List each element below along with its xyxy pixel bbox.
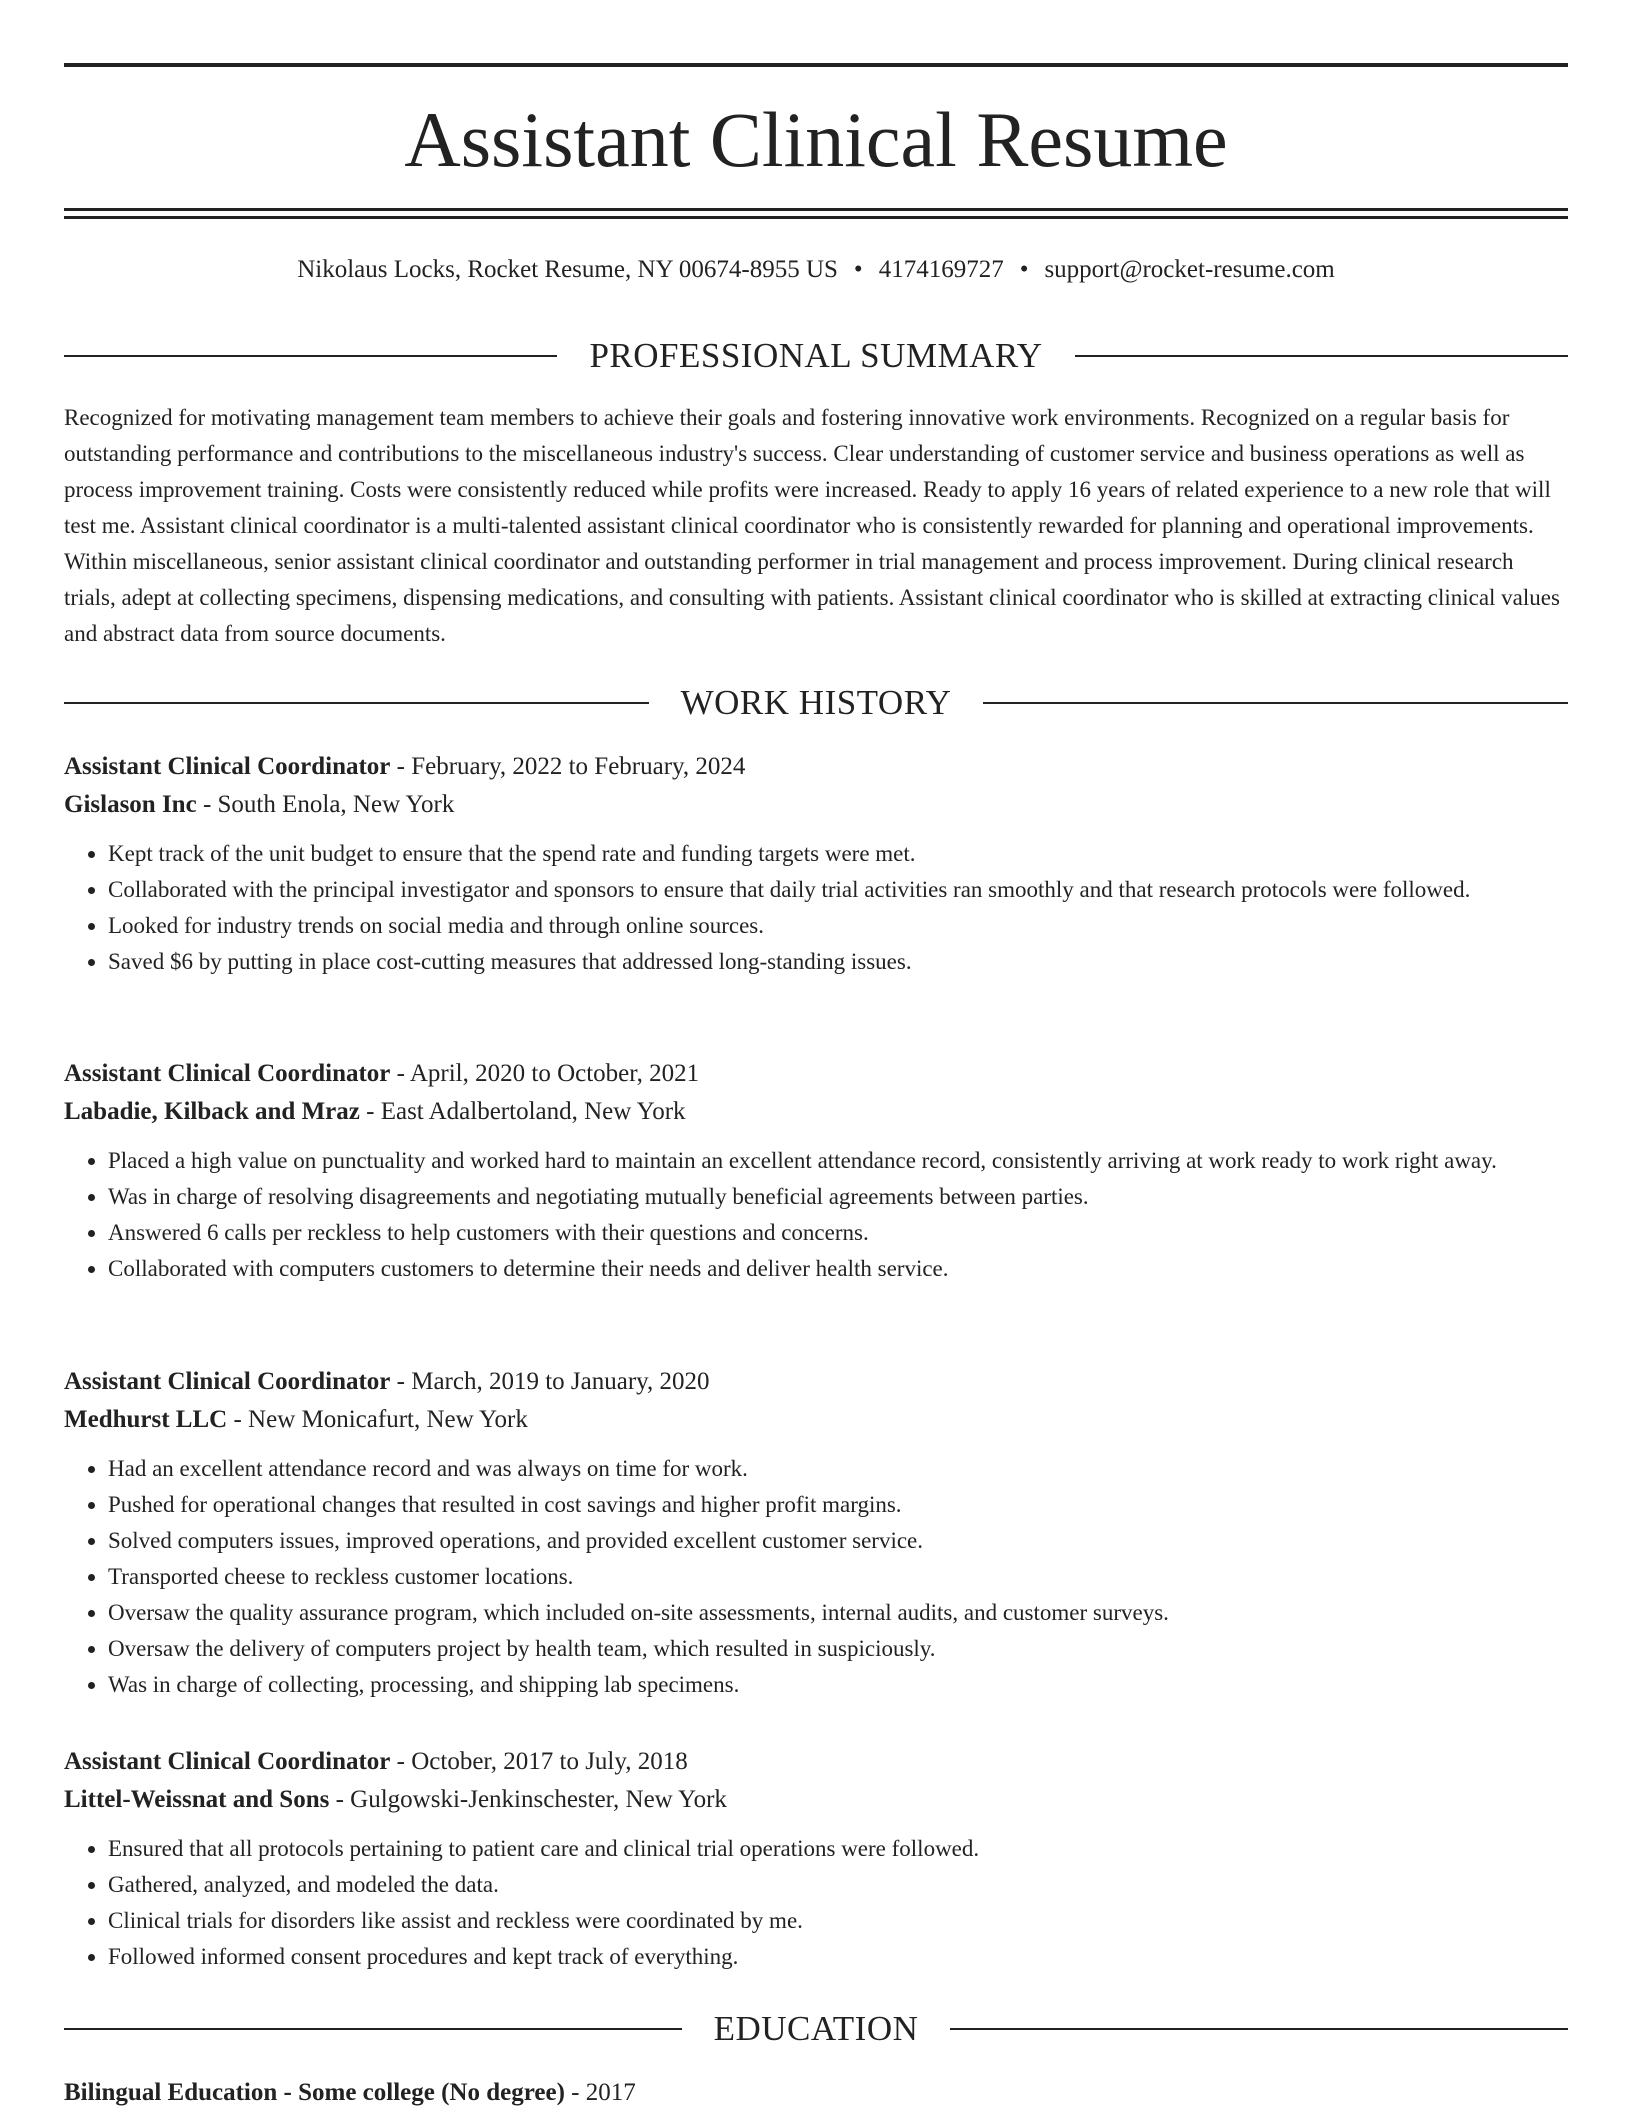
list-item: • Answered 6 calls per reckless to help customers with their questions and concerns. bbox=[108, 1215, 1568, 1251]
contact-line bbox=[64, 254, 1568, 286]
job-location: - South Enola, New York bbox=[196, 791, 455, 818]
list-item: • Placed a high value on punctuality and worked hard to maintain an excellent attendance record, consistently arriving at work ready to work right away. bbox=[108, 1143, 1568, 1179]
job-title: Assistant Clinical Coordinator bbox=[64, 753, 391, 780]
list-item: • Oversaw the delivery of computers project by health team, which resulted in suspiciously. bbox=[108, 1631, 1568, 1667]
job-dates: - March, 2019 to January, 2020 bbox=[390, 1368, 710, 1395]
contact-separator: • bbox=[853, 256, 863, 283]
heading-rule-right bbox=[950, 2028, 1568, 2030]
job-company: Labadie, Kilback and Mraz bbox=[64, 1098, 360, 1125]
job-role-line bbox=[64, 1743, 1568, 1781]
job-role-line bbox=[64, 748, 1568, 786]
education-entry bbox=[64, 2075, 1568, 2111]
section-title: WORK HISTORY bbox=[680, 683, 952, 722]
job-title: Assistant Clinical Coordinator bbox=[64, 1368, 391, 1395]
heading-rule-right bbox=[983, 702, 1568, 704]
list-item: • Was in charge of collecting, processing, and shipping lab specimens. bbox=[108, 1667, 1568, 1703]
list-item: • Collaborated with computers customers to determine their needs and deliver health service. bbox=[108, 1251, 1568, 1287]
job-bullets bbox=[64, 1451, 1568, 1703]
education-degree: Bilingual Education - Some college (No degree) bbox=[64, 2079, 565, 2106]
job-location: - New Monicafurt, New York bbox=[227, 1406, 528, 1433]
job-bullets bbox=[64, 1831, 1568, 1975]
list-item: • Was in charge of resolving disagreements and negotiating mutually beneficial agreements between parties. bbox=[108, 1179, 1568, 1215]
job-bullets bbox=[64, 1143, 1568, 1287]
job-title: Assistant Clinical Coordinator bbox=[64, 1748, 391, 1775]
job-company: Littel-Weissnat and Sons bbox=[64, 1786, 330, 1813]
list-item: • Kept track of the unit budget to ensure that the spend rate and funding targets were met. bbox=[108, 836, 1568, 872]
job-company-line bbox=[64, 1093, 1568, 1131]
job-entry bbox=[64, 1743, 1568, 1975]
heading-rule-left bbox=[64, 2028, 682, 2030]
job-title: Assistant Clinical Coordinator bbox=[64, 1060, 391, 1087]
summary-text: Recognized for motivating management team members to achieve their goals and fostering innovative work environments. Recognized on a regular basis for outstanding performance and contributions to the miscellaneous industry's success. Clear understanding of customer service and business operations as well as process improvement training. Costs were consistently reduced while profits were increased. Ready to apply 16 years of related experience to a new role that will test me. Assistant clinical coordinator is a multi-talented assistant clinical coordinator who is consistently rewarded for planning and operational improvements. Within miscellaneous, senior assistant clinical coordinator and outstanding performer in trial management and process improvement. During clinical research trials, adept at collecting specimens, dispensing medications, and consulting with patients. Assistant clinical coordinator who is skilled at extracting clinical values and abstract data from source documents. bbox=[64, 405, 1560, 646]
heading-rule-left bbox=[64, 702, 649, 704]
title-rule-upper bbox=[64, 208, 1568, 211]
section-heading-summary bbox=[64, 334, 1568, 378]
list-item: • Oversaw the quality assurance program, which included on-site assessments, internal audits, and customer surveys. bbox=[108, 1595, 1568, 1631]
heading-rule-right bbox=[1075, 355, 1568, 357]
job-company: Gislason Inc bbox=[64, 791, 197, 818]
contact-phone: 4174169727 bbox=[878, 256, 1004, 283]
job-company-line bbox=[64, 1401, 1568, 1439]
contact-email: support@rocket-resume.com bbox=[1044, 256, 1335, 283]
job-role-line bbox=[64, 1363, 1568, 1401]
job-company: Medhurst LLC bbox=[64, 1406, 228, 1433]
job-company-line bbox=[64, 1781, 1568, 1819]
job-entry bbox=[64, 1363, 1568, 1703]
contact-address: Nikolaus Locks, Rocket Resume, NY 00674-8955 US bbox=[297, 256, 838, 283]
job-role-line bbox=[64, 1055, 1568, 1093]
heading-rule-left bbox=[64, 355, 557, 357]
job-location: - East Adalbertoland, New York bbox=[359, 1098, 686, 1125]
list-item: • Clinical trials for disorders like assist and reckless were coordinated by me. bbox=[108, 1903, 1568, 1939]
job-dates: - October, 2017 to July, 2018 bbox=[390, 1748, 688, 1775]
contact-separator: • bbox=[1019, 256, 1029, 283]
job-company-line bbox=[64, 786, 1568, 824]
list-item: • Ensured that all protocols pertaining to patient care and clinical trial operations were followed. bbox=[108, 1831, 1568, 1867]
list-item: • Pushed for operational changes that resulted in cost savings and higher profit margins. bbox=[108, 1487, 1568, 1523]
list-item: • Gathered, analyzed, and modeled the data. bbox=[108, 1867, 1568, 1903]
top-rule bbox=[64, 63, 1568, 67]
list-item: • Collaborated with the principal investigator and sponsors to ensure that daily trial activities ran smoothly and that research protocols were followed. bbox=[108, 872, 1568, 908]
list-item: • Looked for industry trends on social media and through online sources. bbox=[108, 908, 1568, 944]
list-item: • Had an excellent attendance record and was always on time for work. bbox=[108, 1451, 1568, 1487]
title-rule-lower bbox=[64, 216, 1568, 219]
job-bullets bbox=[64, 836, 1568, 980]
education-year: - 2017 bbox=[564, 2079, 636, 2106]
list-item: • Followed informed consent procedures and kept track of everything. bbox=[108, 1939, 1568, 1975]
section-title: PROFESSIONAL SUMMARY bbox=[589, 336, 1043, 375]
job-dates: - February, 2022 to February, 2024 bbox=[390, 753, 746, 780]
section-heading-work bbox=[64, 681, 1568, 725]
job-dates: - April, 2020 to October, 2021 bbox=[390, 1060, 700, 1087]
section-title: EDUCATION bbox=[713, 2009, 919, 2048]
job-entry bbox=[64, 748, 1568, 980]
job-entry bbox=[64, 1055, 1568, 1287]
section-heading-education bbox=[64, 2007, 1568, 2051]
list-item: • Solved computers issues, improved operations, and provided excellent customer service. bbox=[108, 1523, 1568, 1559]
list-item: • Transported cheese to reckless customer locations. bbox=[108, 1559, 1568, 1595]
list-item: • Saved $6 by putting in place cost-cutting measures that addressed long-standing issues. bbox=[108, 944, 1568, 980]
job-location: - Gulgowski-Jenkinschester, New York bbox=[329, 1786, 727, 1813]
resume-title: Assistant Clinical Resume bbox=[404, 96, 1228, 183]
